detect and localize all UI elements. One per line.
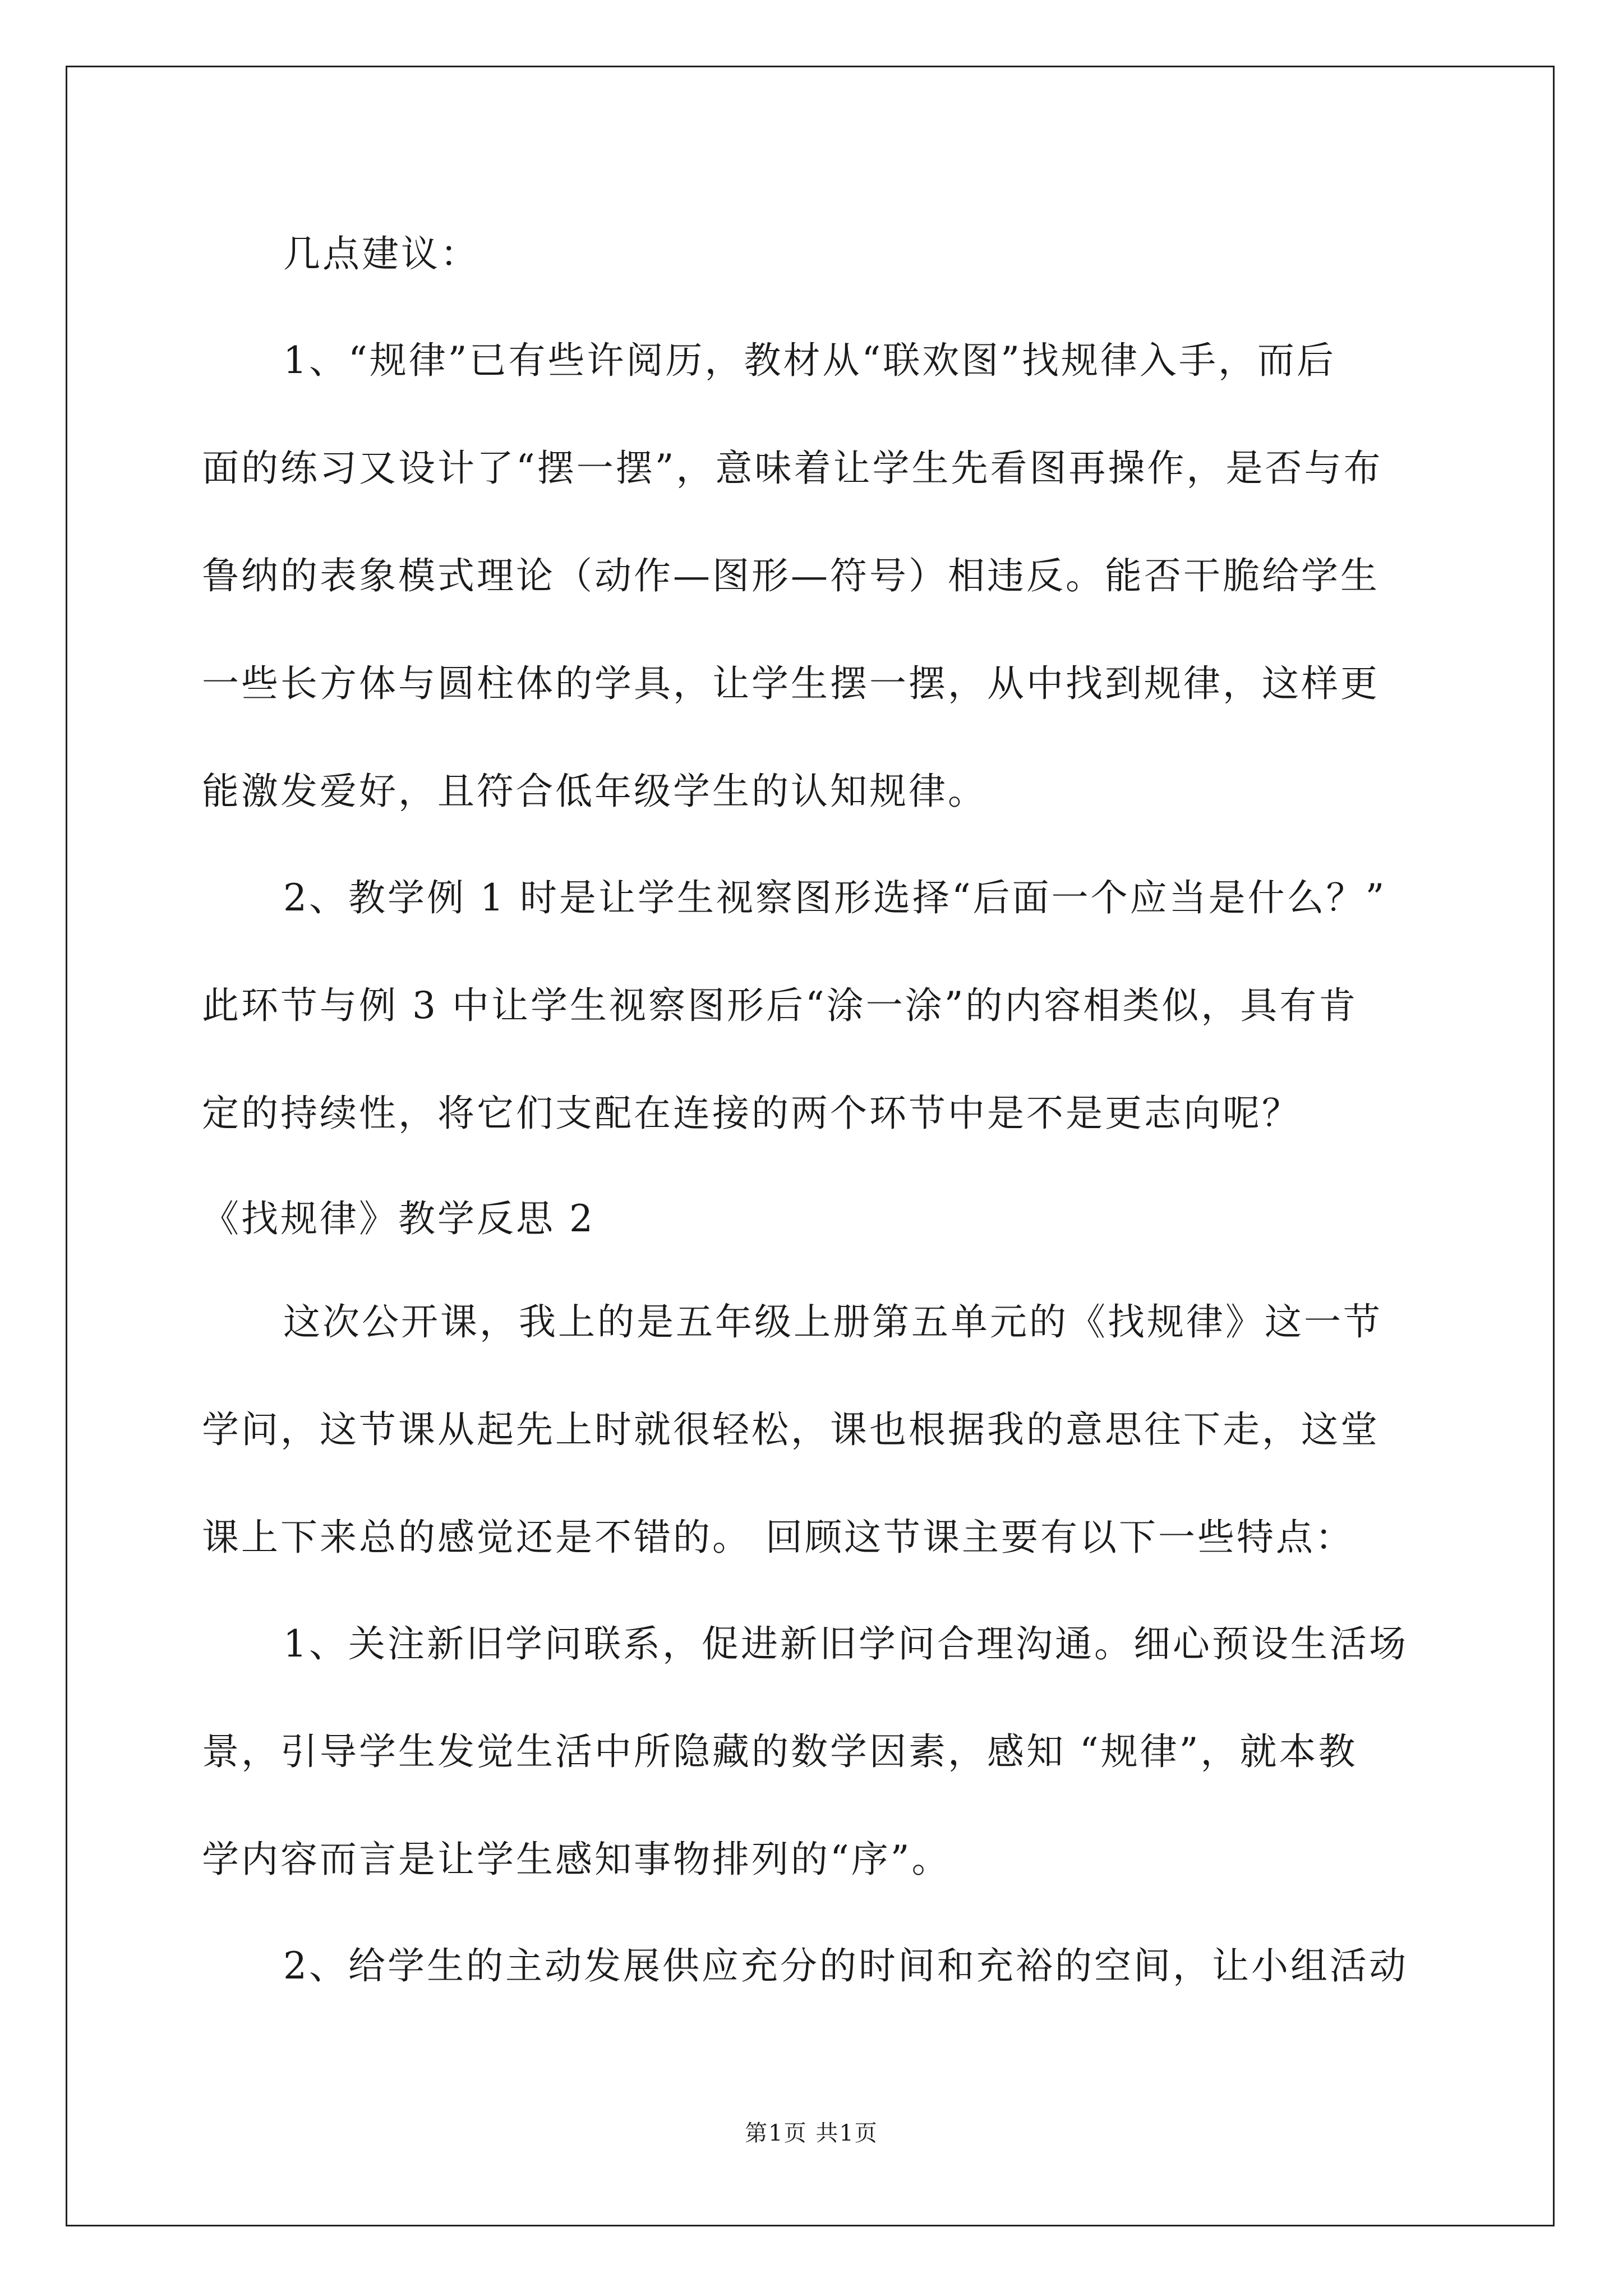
paragraph-line: 这次公开课，我上的是五年级上册第五单元的《找规律》这一节: [283, 1300, 1382, 1343]
paragraph-line: 1、“规律”已有些许阅历，教材从“联欢图”找规律入手，而后: [283, 339, 1336, 382]
page-border: [66, 66, 1555, 2226]
paragraph-line: 学问，这节课从起先上时就很轻松，课也根据我的意思往下走，这堂: [202, 1408, 1380, 1451]
section-heading: 《找规律》教学反思 2: [202, 1197, 595, 1240]
paragraph-line: 2、教学例 1 时是让学生视察图形选择“后面一个应当是什么？”: [283, 876, 1387, 919]
paragraph-line: 1、关注新旧学问联系，促进新旧学问合理沟通。细心预设生活场: [283, 1622, 1408, 1665]
page-footer: 第1页 共1页: [745, 2120, 878, 2146]
section-intro: 几点建议：: [283, 232, 479, 275]
paragraph-line: 鲁纳的表象模式理论（动作—图形—符号）相违反。能否干脆给学生: [202, 554, 1380, 597]
paragraph-line: 学内容而言是让学生感知事物排列的“序”。: [202, 1838, 951, 1881]
paragraph-line: 面的练习又设计了“摆一摆”，意味着让学生先看图再操作，是否与布: [202, 447, 1383, 490]
paragraph-line: 定的持续性，将它们支配在连接的两个环节中是不是更志向呢？: [202, 1092, 1301, 1135]
paragraph-line: 此环节与例 3 中让学生视察图形后“涂一涂”的内容相类似，具有肯: [202, 984, 1358, 1027]
paragraph-line: 2、给学生的主动发展供应充分的时间和充裕的空间，让小组活动: [283, 1944, 1408, 1987]
paragraph-line: 一些长方体与圆柱体的学具，让学生摆一摆，从中找到规律，这样更: [202, 662, 1380, 705]
paragraph-line: 课上下来总的感觉还是不错的。 回顾这节课主要有以下一些特点：: [202, 1516, 1354, 1559]
paragraph-line: 能激发爱好，且符合低年级学生的认知规律。: [202, 770, 987, 813]
paragraph-line: 景，引导学生发觉生活中所隐藏的数学因素，感知 “规律”，就本教: [202, 1730, 1358, 1773]
